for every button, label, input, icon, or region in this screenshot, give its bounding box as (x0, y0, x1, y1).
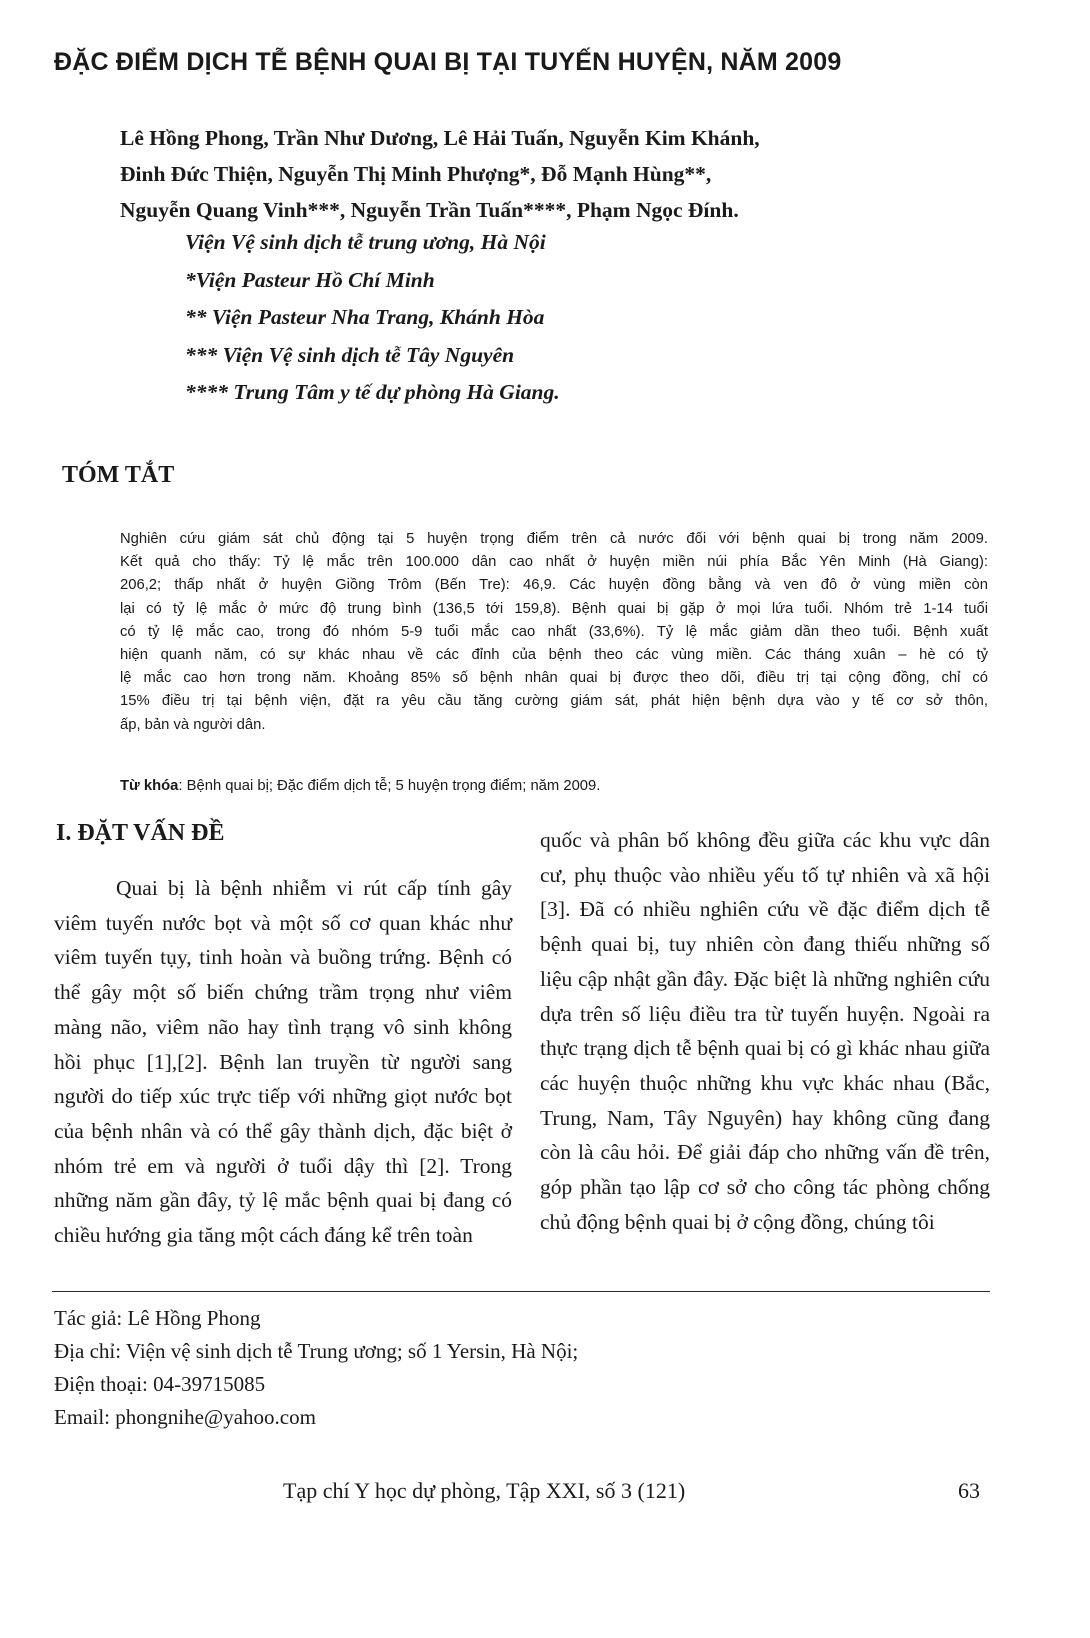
body-column-left (54, 871, 512, 1253)
abstract-line: lệ mắc cao hơn trong năm. Khoảng 85% số bệnh nhân quai bị được theo dõi, điều trị tại cộng đồng, chỉ có (120, 670, 988, 687)
author-contact (54, 1302, 578, 1434)
section-heading: I. ĐẶT VẤN ĐỀ (56, 820, 225, 846)
contact-address: Địa chỉ: Viện vệ sinh dịch tễ Trung ương; số 1 Yersin, Hà Nội; (54, 1339, 579, 1363)
contact-phone: Điện thoại: 04-39715085 (54, 1372, 266, 1396)
contact-author: Tác giả: Lê Hồng Phong (54, 1306, 261, 1330)
abstract-line: có tỷ lệ mắc cao, trong đó nhóm 5-9 tuổi mắc cao nhất (33,6%). Tỷ lệ mắc giảm dần theo tuổi. Bệnh xuất (120, 623, 988, 640)
abstract-body (120, 528, 988, 737)
affiliation-line: **** Trung Tâm y tế dự phòng Hà Giang. (185, 380, 560, 404)
affiliation-line: *Viện Pasteur Hồ Chí Minh (185, 267, 435, 292)
abstract-line: 206,2; thấp nhất ở huyện Giồng Trôm (Bến Tre): 46,9. Các huyện đồng bằng và ven đô ở vùng miền còn (120, 577, 988, 594)
author-list (120, 120, 1020, 228)
paper-title: ĐẶC ĐIỂM DỊCH TỄ BỆNH QUAI BỊ TẠI TUYẾN HUYỆN, NĂM 2009 (54, 48, 842, 76)
affiliation-line: ** Viện Pasteur Nha Trang, Khánh Hòa (185, 305, 545, 329)
contact-email: Email: phongnihe@yahoo.com (54, 1405, 316, 1429)
author-line: Đinh Đức Thiện, Nguyễn Thị Minh Phượng*, Đỗ Mạnh Hùng**, (120, 162, 712, 186)
keywords-label: Từ khóa (120, 778, 179, 794)
abstract-line: hiện quanh năm, có sự khác nhau về các đỉnh của bệnh theo các vùng miền. Các tháng xuân – hè có tỷ (120, 647, 988, 664)
abstract-line: lại có tỷ lệ mắc ở mức độ trung bình (136,5 tới 159,8). Bệnh quai bị gặp ở mọi lứa tuổi. Nhóm trẻ 1-14 tuổi (120, 600, 988, 617)
journal-footer: Tạp chí Y học dự phòng, Tập XXI, số 3 (121) (283, 1478, 686, 1503)
abstract-line: ấp, bản và người dân. (120, 716, 266, 733)
affiliation-line: *** Viện Vệ sinh dịch tễ Tây Nguyên (185, 342, 515, 367)
keywords (120, 778, 988, 794)
abstract-line: Nghiên cứu giám sát chủ động tại 5 huyện trọng điểm trên cả nước đối với bệnh quai bị trong năm 2009. (120, 531, 988, 547)
affiliation-list (185, 224, 1005, 412)
keywords-text: : Bệnh quai bị; Đặc điểm dịch tễ; 5 huyện trọng điểm; năm 2009. (178, 778, 601, 794)
paragraph: Quai bị là bệnh nhiễm vi rút cấp tính gây viêm tuyến nước bọt và một số cơ quan khác như viêm tuyến tụy, tinh hoàn và buồng trứng. Bệnh có thể gây một số biến chứng trầm trọng như viêm màng não, viêm não hay tình trạng vô sinh không hồi phục [1],[2]. Bệnh lan truyền từ người sang người do tiếp xúc trực tiếp với những giọt nước bọt của bệnh nhân và có thể gây thành dịch, đặc biệt ở nhóm trẻ em và người ở tuổi dậy thì [2]. Trong những năm gần đây, tỷ lệ mắc bệnh quai bị đang có chiều hướng gia tăng một cách đáng kể trên toàn (54, 876, 512, 1248)
abstract-heading: TÓM TẮT (62, 462, 175, 488)
author-line: Lê Hồng Phong, Trần Như Dương, Lê Hải Tuấn, Nguyễn Kim Khánh, (120, 126, 760, 150)
abstract-line: 15% điều trị tại bệnh viện, đặt ra yêu cầu tăng cường giám sát, phát hiện bệnh dựa vào y tế cơ sở thôn, (120, 693, 988, 710)
page-number: 63 (958, 1478, 980, 1503)
paragraph: quốc và phân bố không đều giữa các khu vực dân cư, phụ thuộc vào nhiều yếu tố tự nhiên và xã hội [3]. Đã có nhiều nghiên cứu về đặc điểm dịch tễ bệnh quai bị, tuy nhiên còn đang thiếu những số liệu cập nhật gần đây. Đặc biệt là những nghiên cứu dựa trên số liệu điều tra từ tuyến huyện. Ngoài ra thực trạng dịch tễ bệnh quai bị có gì khác nhau giữa các huyện thuộc những khu vực khác nhau (Bắc, Trung, Nam, Tây Nguyên) hay không cũng đang còn là câu hỏi. Để giải đáp cho những vấn đề trên, góp phần tạo lập cơ sở cho công tác phòng chống chủ động bệnh quai bị ở cộng đồng, chúng tôi (540, 828, 990, 1234)
body-column-right (540, 823, 990, 1239)
author-line: Nguyễn Quang Vinh***, Nguyễn Trần Tuấn****, Phạm Ngọc Đính. (120, 198, 739, 222)
abstract-line: Kết quả cho thấy: Tỷ lệ mắc trên 100.000 dân cao nhất ở huyện miền núi phía Bắc Yên Minh (Hà Giang): (120, 554, 988, 571)
affiliation-line: Viện Vệ sinh dịch tễ trung ương, Hà Nội (185, 230, 546, 254)
footnote-divider (52, 1291, 990, 1292)
